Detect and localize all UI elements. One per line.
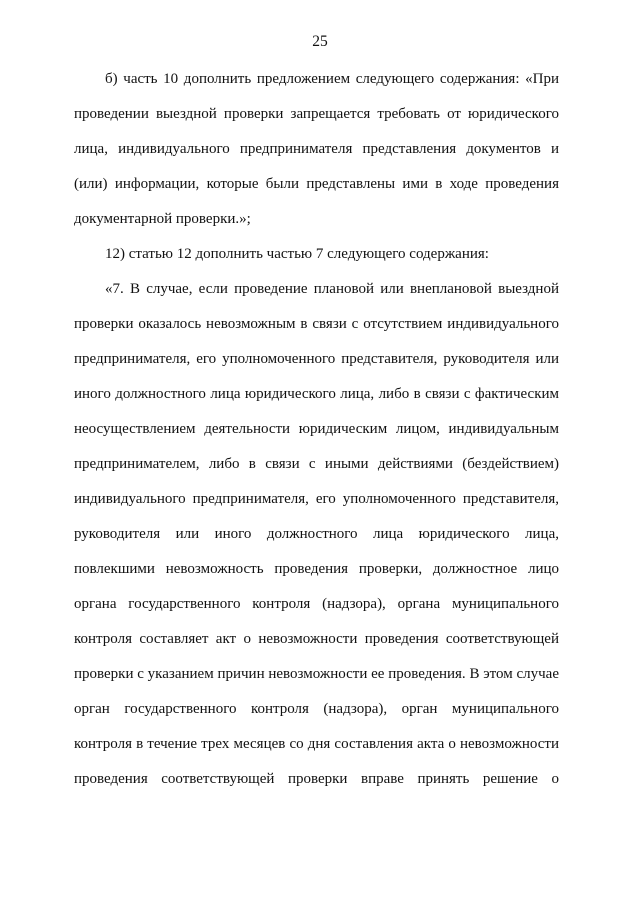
- text-line: проведении выездной проверки запрещается требовать от юридического: [74, 106, 559, 122]
- text-line: документарной проверки.»;: [74, 211, 251, 227]
- text-line: контроля составляет акт о невозможности проведения соответствующей: [74, 631, 559, 647]
- paragraph-3: [74, 272, 559, 797]
- text-line: проверки с указанием причин невозможности ее проведения. В этом случае: [74, 666, 559, 682]
- document-body: [74, 62, 559, 797]
- text-line: органа государственного контроля (надзора), органа муниципального: [74, 596, 559, 612]
- text-line: (или) информации, которые были представлены ими в ходе проведения: [74, 176, 559, 192]
- text-line: орган государственного контроля (надзора), орган муниципального: [74, 701, 559, 717]
- text-line: лица, индивидуального предпринимателя представления документов и: [74, 141, 559, 157]
- paragraph-2: [74, 237, 559, 272]
- text-line: неосуществлением деятельности юридическим лицом, индивидуальным: [74, 421, 559, 437]
- text-line: индивидуального предпринимателя, его уполномоченного представителя,: [74, 491, 559, 507]
- text-line: проверки оказалось невозможным в связи с отсутствием индивидуального: [74, 316, 559, 332]
- text-line: 12) статью 12 дополнить частью 7 следующего содержания:: [105, 246, 489, 262]
- text-line: б) часть 10 дополнить предложением следующего содержания: «При: [105, 71, 559, 87]
- text-line: иного должностного лица юридического лица, либо в связи с фактическим: [74, 386, 559, 402]
- paragraph-1: [74, 62, 559, 237]
- text-line: проведения соответствующей проверки вправе принять решение о: [74, 771, 559, 787]
- text-line: контроля в течение трех месяцев со дня составления акта о невозможности: [74, 736, 559, 752]
- text-line: «7. В случае, если проведение плановой или внеплановой выездной: [105, 281, 559, 297]
- text-line: руководителя или иного должностного лица юридического лица,: [74, 526, 559, 542]
- page-number: 25: [312, 33, 328, 50]
- text-line: повлекшими невозможность проведения проверки, должностное лицо: [74, 561, 559, 577]
- text-line: предпринимателем, либо в связи с иными действиями (бездействием): [74, 456, 559, 472]
- text-line: предпринимателя, его уполномоченного представителя, руководителя или: [74, 351, 559, 367]
